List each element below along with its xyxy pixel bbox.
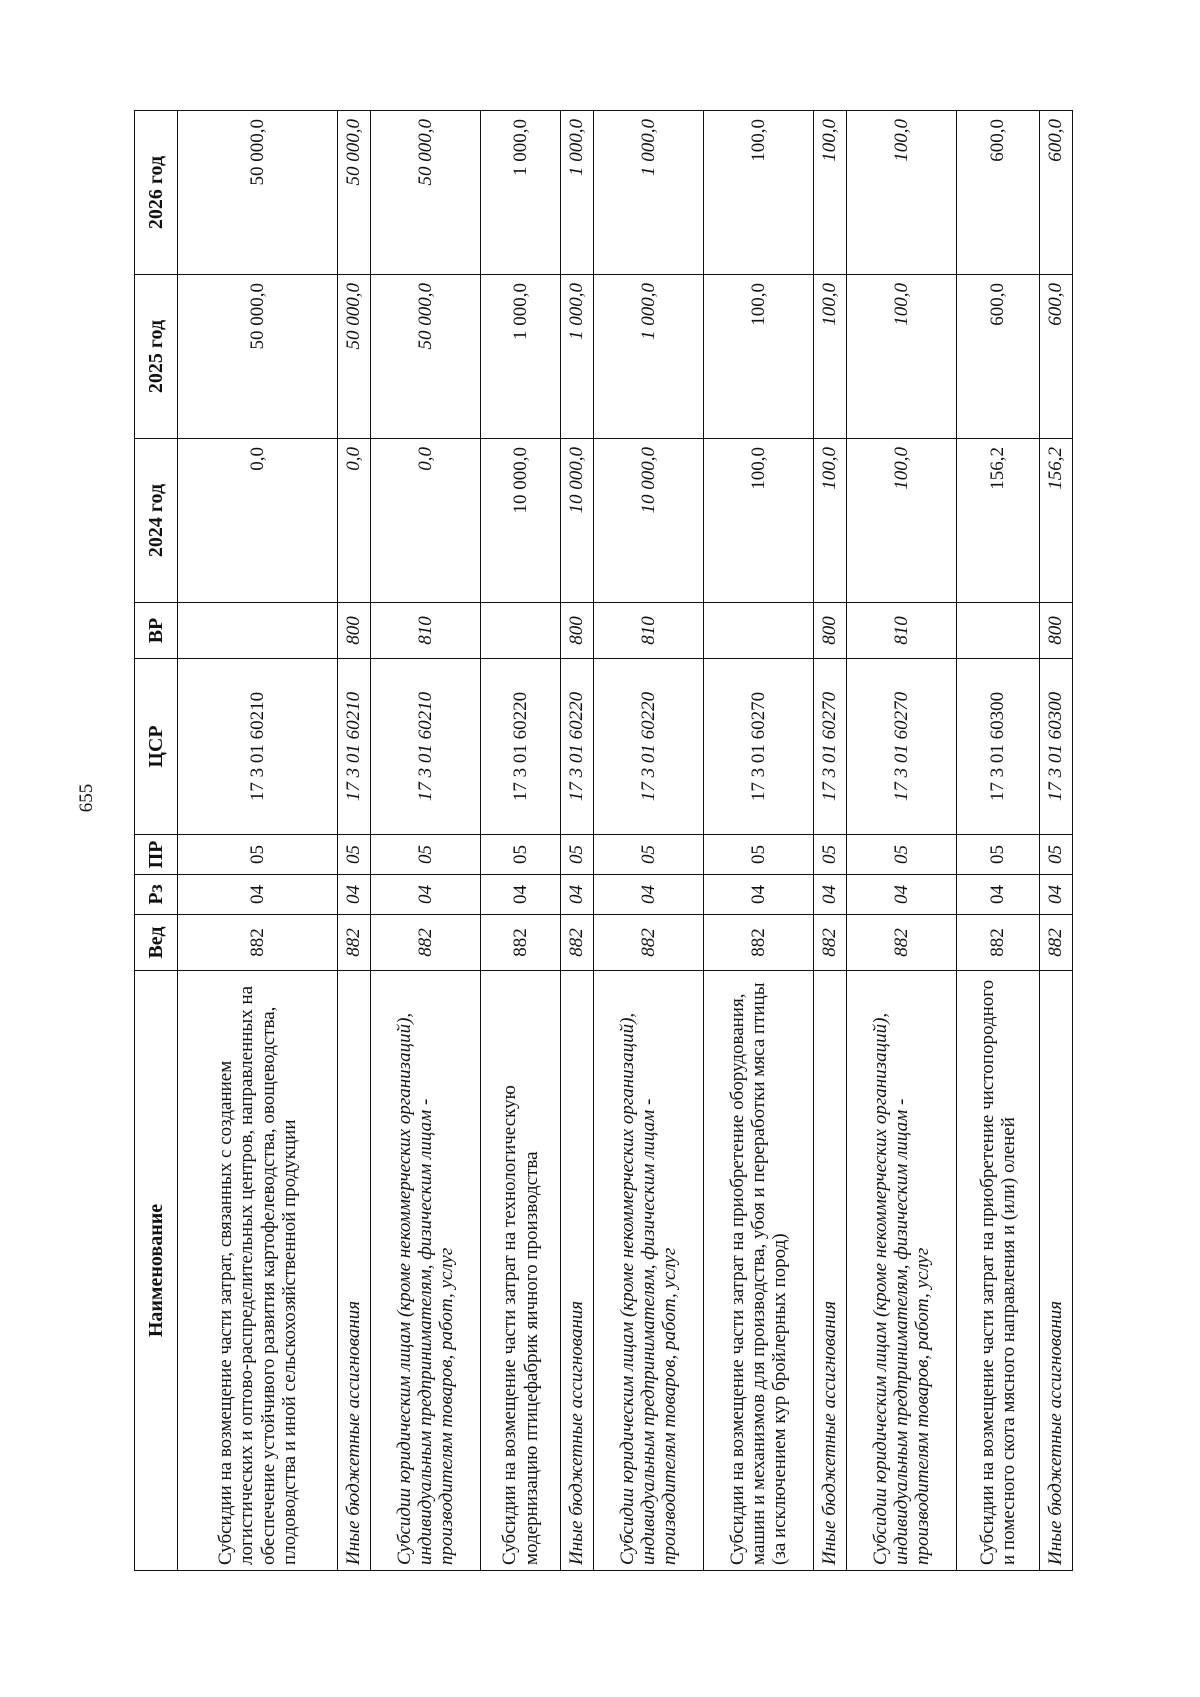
row-ved: 882: [561, 915, 594, 971]
row-pr: 05: [371, 835, 481, 875]
row-pr: 05: [847, 835, 957, 875]
page-number: 655: [76, 783, 97, 813]
row-name: Иные бюджетные ассигнования: [814, 971, 847, 1571]
row-ved: 882: [814, 915, 847, 971]
row-csr: 17 3 01 60300: [1040, 659, 1073, 835]
row-rz: 04: [704, 875, 814, 915]
row-2026: 1 000,0: [561, 111, 594, 275]
row-2025: 600,0: [957, 275, 1040, 439]
row-rz: 04: [178, 875, 338, 915]
row-csr: 17 3 01 60270: [847, 659, 957, 835]
table-row: [481, 111, 561, 1571]
table-row: [338, 111, 371, 1571]
row-ved: 882: [371, 915, 481, 971]
row-pr: 05: [704, 835, 814, 875]
row-ved: 882: [338, 915, 371, 971]
row-name: Иные бюджетные ассигнования: [1040, 971, 1073, 1571]
row-rz: 04: [371, 875, 481, 915]
row-ved: 882: [178, 915, 338, 971]
budget-table: [134, 110, 1073, 1571]
row-csr: 17 3 01 60220: [481, 659, 561, 835]
row-2025: 50 000,0: [371, 275, 481, 439]
row-2024: 10 000,0: [561, 439, 594, 603]
row-csr: 17 3 01 60270: [704, 659, 814, 835]
row-ved: 882: [704, 915, 814, 971]
row-2024: 0,0: [178, 439, 338, 603]
row-vr: [704, 603, 814, 659]
row-2025: 600,0: [1040, 275, 1073, 439]
row-2024: 100,0: [814, 439, 847, 603]
budget-table-rotated: [134, 111, 1068, 1571]
row-vr: 800: [338, 603, 371, 659]
row-rz: 04: [847, 875, 957, 915]
row-vr: [481, 603, 561, 659]
row-name: Субсидии юридическим лицам (кроме некоммерческих организаций), индивидуальным предпринимателям, физическим лицам - производителям товаров, работ, услуг: [371, 971, 481, 1571]
table-row: [371, 111, 481, 1571]
row-2025: 100,0: [814, 275, 847, 439]
row-2024: 156,2: [1040, 439, 1073, 603]
row-name: Субсидии на возмещение части затрат, связанных с созданием логистических и оптово-распределительных центров, направленных на обеспечение устойчивого развития картофелеводства, овощеводства, плодоводства и иной сельскохозяйственной продукции: [178, 971, 338, 1571]
table-row: [814, 111, 847, 1571]
row-pr: 05: [178, 835, 338, 875]
row-pr: 05: [561, 835, 594, 875]
row-vr: [957, 603, 1040, 659]
row-2026: 1 000,0: [481, 111, 561, 275]
row-2025: 1 000,0: [481, 275, 561, 439]
row-2026: 100,0: [847, 111, 957, 275]
row-name: Иные бюджетные ассигнования: [338, 971, 371, 1571]
row-2024: 10 000,0: [594, 439, 704, 603]
row-csr: 17 3 01 60210: [338, 659, 371, 835]
row-vr: 810: [594, 603, 704, 659]
row-vr: [178, 603, 338, 659]
row-vr: 800: [561, 603, 594, 659]
row-2025: 50 000,0: [338, 275, 371, 439]
header-vr: ВР: [135, 603, 178, 659]
table-row: [594, 111, 704, 1571]
row-2024: 10 000,0: [481, 439, 561, 603]
row-2024: 0,0: [371, 439, 481, 603]
header-2026: 2026 год: [135, 111, 178, 275]
row-csr: 17 3 01 60220: [561, 659, 594, 835]
table-row: [957, 111, 1040, 1571]
row-2026: 50 000,0: [178, 111, 338, 275]
row-rz: 04: [481, 875, 561, 915]
row-pr: 05: [481, 835, 561, 875]
row-2025: 50 000,0: [178, 275, 338, 439]
row-rz: 04: [338, 875, 371, 915]
row-csr: 17 3 01 60300: [957, 659, 1040, 835]
header-ved: Вед: [135, 915, 178, 971]
row-pr: 05: [957, 835, 1040, 875]
row-2024: 100,0: [847, 439, 957, 603]
table-row: [704, 111, 814, 1571]
row-pr: 05: [594, 835, 704, 875]
header-pr: ПР: [135, 835, 178, 875]
row-2025: 1 000,0: [594, 275, 704, 439]
row-csr: 17 3 01 60210: [178, 659, 338, 835]
header-2025: 2025 год: [135, 275, 178, 439]
row-2026: 100,0: [814, 111, 847, 275]
row-pr: 05: [1040, 835, 1073, 875]
row-vr: 810: [847, 603, 957, 659]
row-rz: 04: [957, 875, 1040, 915]
row-2024: 0,0: [338, 439, 371, 603]
row-name: Субсидии на возмещение части затрат на приобретение оборудования, машин и механизмов для производства, убоя и переработки мяса птицы (за исключением кур бройлерных пород): [704, 971, 814, 1571]
row-ved: 882: [481, 915, 561, 971]
header-csr: ЦСР: [135, 659, 178, 835]
table-row: [1040, 111, 1073, 1571]
header-name: Наименование: [135, 971, 178, 1571]
row-vr: 810: [371, 603, 481, 659]
header-rz: Рз: [135, 875, 178, 915]
row-2026: 600,0: [957, 111, 1040, 275]
table-row: [847, 111, 957, 1571]
row-name: Иные бюджетные ассигнования: [561, 971, 594, 1571]
row-ved: 882: [594, 915, 704, 971]
row-rz: 04: [594, 875, 704, 915]
row-2025: 100,0: [847, 275, 957, 439]
row-2026: 1 000,0: [594, 111, 704, 275]
row-pr: 05: [814, 835, 847, 875]
row-pr: 05: [338, 835, 371, 875]
row-csr: 17 3 01 60220: [594, 659, 704, 835]
row-2025: 1 000,0: [561, 275, 594, 439]
row-2024: 100,0: [704, 439, 814, 603]
row-name: Субсидии юридическим лицам (кроме некоммерческих организаций), индивидуальным предпринимателям, физическим лицам - производителям товаров, работ, услуг: [594, 971, 704, 1571]
row-name: Субсидии на возмещение части затрат на технологическую модернизацию птицефабрик яичного производства: [481, 971, 561, 1571]
row-2026: 50 000,0: [338, 111, 371, 275]
header-2024: 2024 год: [135, 439, 178, 603]
row-vr: 800: [1040, 603, 1073, 659]
row-2024: 156,2: [957, 439, 1040, 603]
row-rz: 04: [561, 875, 594, 915]
row-vr: 800: [814, 603, 847, 659]
row-name: Субсидии на возмещение части затрат на приобретение чистопородного и помесного скота мясного направления и (или) оленей: [957, 971, 1040, 1571]
header-row: [135, 111, 178, 1571]
row-ved: 882: [957, 915, 1040, 971]
table-row: [178, 111, 338, 1571]
table-row: [561, 111, 594, 1571]
row-name: Субсидии юридическим лицам (кроме некоммерческих организаций), индивидуальным предпринимателям, физическим лицам - производителям товаров, работ, услуг: [847, 971, 957, 1571]
row-csr: 17 3 01 60270: [814, 659, 847, 835]
row-2025: 100,0: [704, 275, 814, 439]
row-rz: 04: [1040, 875, 1073, 915]
row-2026: 50 000,0: [371, 111, 481, 275]
row-rz: 04: [814, 875, 847, 915]
row-ved: 882: [1040, 915, 1073, 971]
row-ved: 882: [847, 915, 957, 971]
row-2026: 600,0: [1040, 111, 1073, 275]
row-2026: 100,0: [704, 111, 814, 275]
row-csr: 17 3 01 60210: [371, 659, 481, 835]
